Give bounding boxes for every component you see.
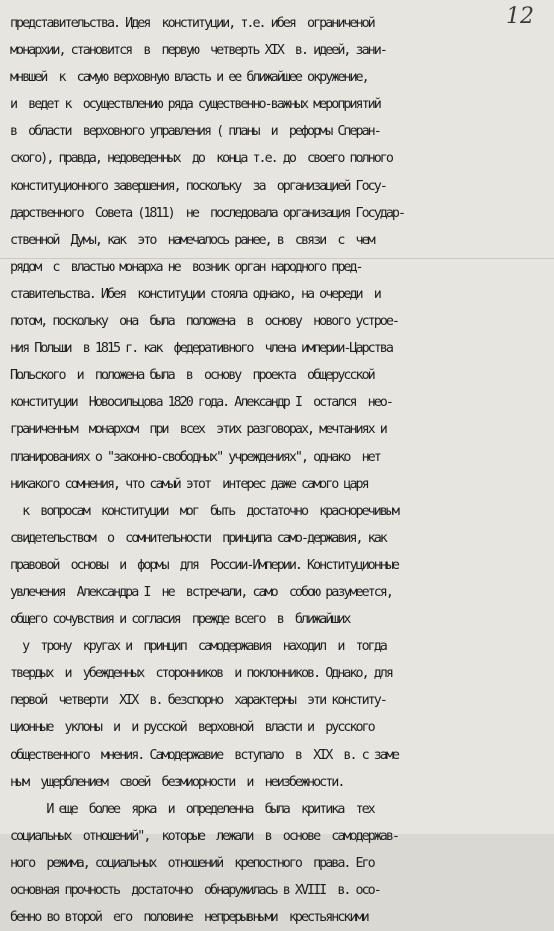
text-line: основная прочность достаточно обнаружилась в XVIII в. осо- xyxy=(10,883,380,898)
text-line: увлечения Александра I не встречали, само собою разумеется, xyxy=(10,584,392,600)
text-line: социальных отношений", которые лежали в основе самодержав- xyxy=(10,828,398,844)
text-line: конституции Новосильцова 1820 года. Александр I остался нео- xyxy=(10,395,392,411)
text-line: свидетельством о сомнительности принципа само-державия, как xyxy=(10,530,386,546)
text-line: представительства. Идея конституции, т.е. ибея ограниченой xyxy=(10,16,374,31)
text-line: И еще более ярка и определенна была критика тех xyxy=(10,801,374,817)
text-line: первой четверти XIX в. безспорно характерны эти конститу- xyxy=(10,693,386,709)
text-line: твердых и убежденных сторонников и поклонников. Однако, для xyxy=(10,666,392,682)
text-line: и ведет к осуществлению ряда существенно-важных мероприятий xyxy=(10,97,380,113)
text-line: никакого сомнения, что самый этот интерес даже самого царя xyxy=(10,476,368,492)
text-line: планированиях о "законно-свободных" учреждениях", однако нет xyxy=(10,449,380,465)
text-line: мнвшей к самую верховную власть и ее ближайшее окружение, xyxy=(10,70,368,86)
text-line: ния Польши в 1815 г. как федеративного члена империи-Царства xyxy=(10,341,392,357)
page-number: 12 xyxy=(506,4,534,29)
text-line: потом, поскольку она была положена в основу нового устрое- xyxy=(10,314,398,330)
text-line: Польского и положена была в основу проекта общерусской xyxy=(10,368,374,384)
text-line: рядом с властью монарха не возник орган народного пред- xyxy=(10,259,362,275)
text-line: бенно во второй его половине непрерывными крестьянскими xyxy=(10,910,368,926)
text-line: в области верховного управления ( планы и реформы Сперан- xyxy=(10,124,380,140)
text-line: правовой основы и формы для России-Империи. Конституционные xyxy=(10,557,398,573)
text-line: дарственного Совета (1811) не последовала организация Государ- xyxy=(10,205,405,221)
text-line: общественного мнения. Самодержавие вступало в XIX в. с заме xyxy=(10,747,398,763)
text-line: ного режима, социальных отношений крепостного права. Его xyxy=(10,855,374,871)
text-line: ставительства. Ибея конституции стояла однако, на очереди и xyxy=(10,286,380,302)
text-line: конституционного завершения, поскольку за организацией Госу- xyxy=(10,178,386,194)
text-line: ционные уклоны и и русской верховной власти и русского xyxy=(10,720,374,736)
text-line: монархии, становится в первую четверть XIX в. идеей, зани- xyxy=(10,43,386,59)
typewritten-text-block xyxy=(10,10,550,931)
text-line: у трону кругах и принцип самодержавия находил и тогда xyxy=(10,639,386,655)
text-line: граниченным монархом при всех этих разговорах, мечтаниях и xyxy=(10,422,386,438)
text-line: ского), правда, недоведенных до конца т.е. до своего полного xyxy=(10,151,392,167)
text-line: к вопросам конституции мог быть достаточно красноречивым xyxy=(10,503,398,519)
text-line: общего сочувствия и согласия прежде всего в ближайших xyxy=(10,612,350,628)
text-line: ным ущерблением своей безмиорности и неизбежности. xyxy=(10,774,344,790)
text-line: ственной Думы, как это намечалось ранее, в связи с чем xyxy=(10,232,374,248)
